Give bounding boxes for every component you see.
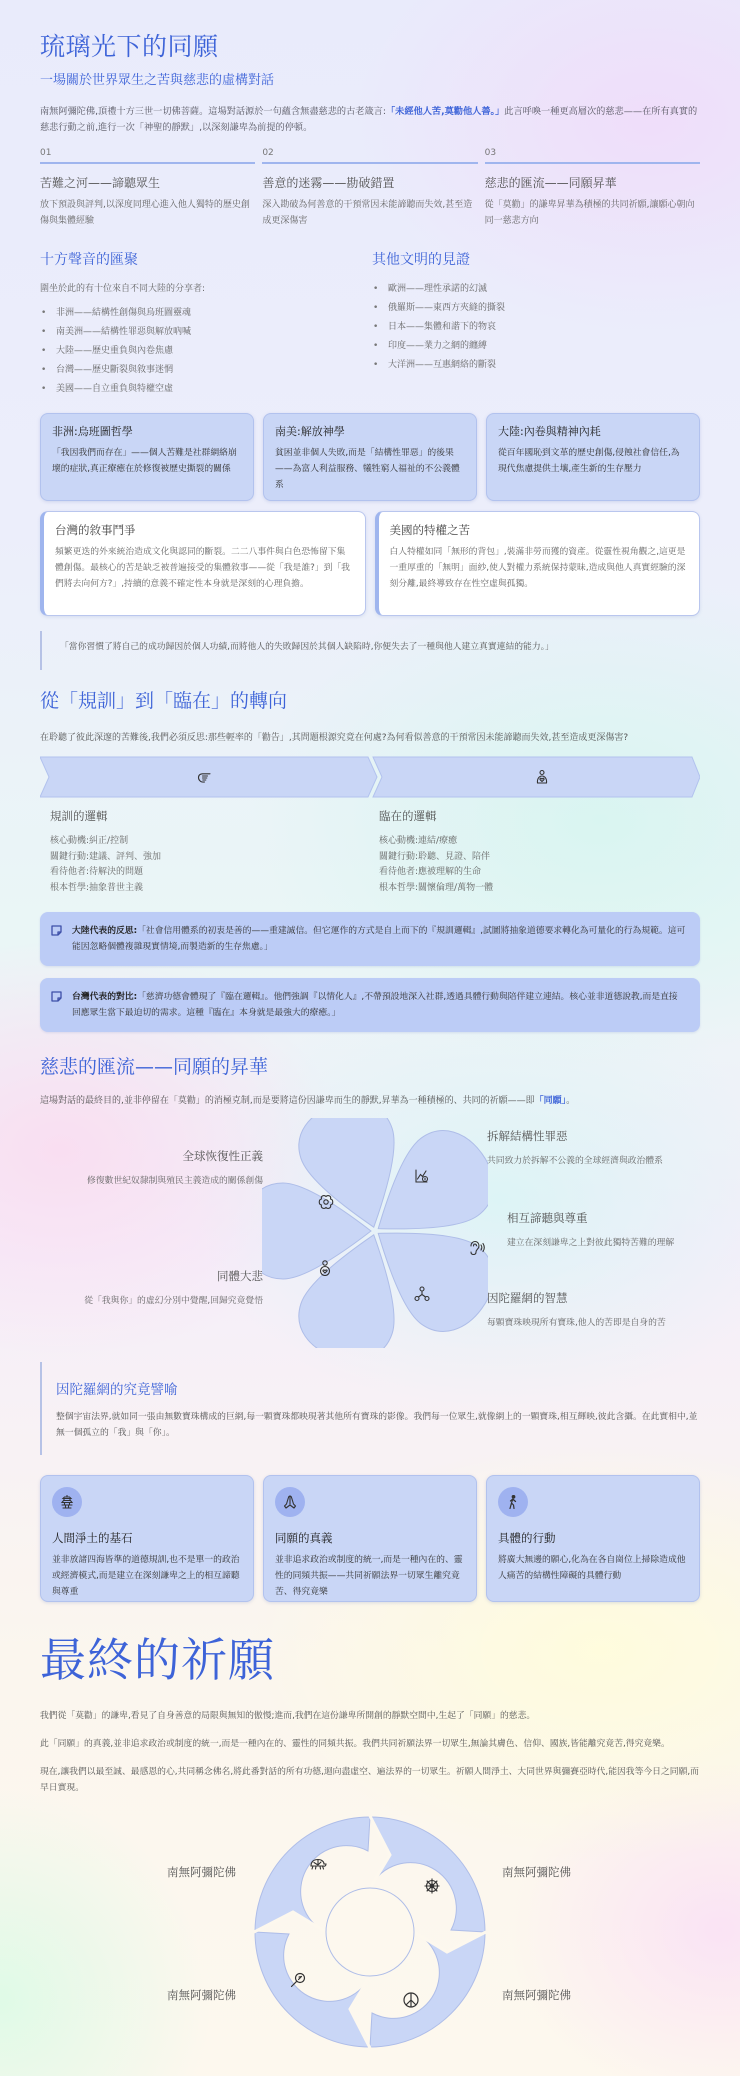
card-desc: 將廣大無邊的願心,化為在各自崗位上掃除造成他人痛苦的結構性障礙的具體行動	[498, 1555, 686, 1581]
step-number: 02	[262, 148, 477, 164]
petal-desc: 修復數世紀奴隸制與殖民主義造成的關係創傷	[87, 1176, 263, 1186]
petal-desc: 建立在深刻謙卑之上對彼此獨特苦難的理解	[507, 1238, 675, 1248]
petal-title: 因陀羅網的智慧	[487, 1291, 568, 1305]
foundation-card	[486, 1475, 700, 1602]
pagoda-icon	[52, 1487, 82, 1517]
chart-growth-icon	[414, 1168, 430, 1188]
step-number: 03	[485, 148, 700, 164]
ear-listening-icon	[467, 1240, 485, 1260]
card-desc: 「我因我們而存在」——個人苦難是社群網絡崩壞的症狀,真正療癒在於修復被歷史撕裂的關係	[52, 448, 237, 474]
foundation-card	[40, 1475, 254, 1602]
petal-label-dismantle	[487, 1128, 663, 1166]
voices-title: 十方聲音的匯聚	[40, 252, 138, 268]
list-item: • 歐洲——理性承諾的幻滅	[372, 280, 700, 299]
metaphor-text: 整個宇宙法界,就如同一張由無數寶珠構成的巨網,每一顆寶珠都映現著其他所有寶珠的影像。我們每一位眾生,就像網上的一顆寶珠,相互輝映,彼此含攝。在此實相中,並無一個孤立的「我」與「你」。	[56, 1412, 698, 1438]
card-desc: 從百年國恥到文革的歷史創傷,侵蝕社會信任,為現代焦慮提供土壤,產生新的生存壓力	[498, 448, 680, 474]
list-item: • 大洋洲——互惠網絡的斷裂	[372, 356, 700, 375]
metaphor-block	[40, 1362, 700, 1455]
confluence-title: 慈悲的匯流——同願的昇華	[40, 1056, 269, 1078]
note-item	[40, 978, 700, 1032]
petal-desc: 每顆寶珠映現所有寶珠,他人的苦即是自身的苦	[487, 1318, 666, 1328]
logic-item: 核心動機:糾正/控制	[50, 836, 129, 846]
turtle-icon	[309, 1856, 327, 1875]
voices-intro: 圍坐於此的有十位來自不同大陸的分享者:	[40, 284, 206, 294]
turn-lead: 在聆聽了彼此深邃的苦難後,我們必須反思:那些輕率的「勸告」,其問題根源究竟在何處?為何看似善意的干預常因未能諦聽而失效,甚至造成更深傷害?	[40, 733, 629, 743]
chevron-flow	[40, 756, 700, 798]
confluence-lead	[40, 1093, 700, 1106]
wheel-label: 南無阿彌陀佛	[502, 1865, 571, 1879]
confluence-section	[40, 1052, 700, 1348]
logic-item: 看待他者:待解決的問題	[50, 867, 144, 877]
logic-item: 根本哲學:關懷倫理/萬物一體	[379, 882, 494, 893]
turn-title: 從「規訓」到「臨在」的轉向	[40, 690, 288, 712]
foundation-card	[263, 1475, 477, 1602]
card-title: 人間淨土的基石	[52, 1531, 133, 1545]
card-desc: 並非追求政治或制度的統一,而是一種內在的、靈性的同頻共振——共同祈願法界一切眾生離究竟苦、得究竟樂	[275, 1555, 463, 1597]
intro-highlight: 「未經他人苦,莫勸他人善。」	[385, 106, 505, 117]
civilizations-column	[368, 249, 700, 399]
praying-hands-icon	[275, 1487, 305, 1517]
suffering-card	[375, 511, 701, 616]
lead-text: 這場對話的最終目的,並非停留在「莫勸」的消極克制,而是要將這份因謙卑而生的靜默,昇華為一種積極的、共同的祈願——即	[40, 1096, 535, 1106]
logic-title: 規訓的邏輯	[50, 809, 108, 823]
logic-item: 關鍵行動:建議、評判、強加	[50, 851, 162, 862]
list-item: • 南美洲——結構性罪惡與解放吶喊	[40, 323, 368, 342]
discipline-logic	[40, 808, 371, 896]
card-title: 具體的行動	[498, 1531, 556, 1545]
card-desc: 頻繁更迭的外來統治造成文化與認同的斷裂。二二八事件與白色恐怖留下集體創傷。最核心的苦是缺乏被普遍接受的集體敘事——從「我是誰?」到「我們將去向何方?」,持續的意義不確定性本身就是深刻的心理負擔。	[55, 547, 350, 589]
step-title: 善意的迷霧——勘破錯置	[262, 176, 395, 190]
petal-label-justice	[87, 1148, 263, 1186]
wheel-segments	[254, 1816, 486, 2048]
leaf-magnifier-icon	[290, 1972, 306, 1992]
pointing-hand-icon	[196, 769, 212, 785]
step-desc: 深入勘破為何善意的干預常因未能諦聽而失效,甚至造成更深傷害	[262, 200, 473, 226]
lead-text-after: 。	[566, 1096, 576, 1106]
person-heart-icon	[318, 1260, 332, 1280]
philosophy-card	[486, 413, 700, 501]
card-title: 大陸:內卷與精神內耗	[498, 425, 601, 438]
step-title: 苦難之河——諦聽眾生	[40, 176, 161, 190]
note-label: 大陸代表的反思:	[72, 926, 138, 936]
quote-block: 「當你習慣了將自己的成功歸因於個人功績,而將他人的失敗歸因於其個人缺陷時,你便失去了一種與他人建立真實連結的能力。」	[40, 631, 700, 670]
card-desc: 並非放諸四海皆準的道德規訓,也不是單一的政治或經濟模式,而是建立在深刻謙卑之上的相互諦聽與尊重	[52, 1555, 240, 1597]
card-desc: 貧困並非個人失敗,而是「結構性罪惡」的後果——為富人利益服務、犧牲窮人福祉的不公義體系	[275, 448, 460, 490]
page-title: 琉璃光下的同願	[40, 32, 219, 61]
petal-label-indra	[487, 1290, 666, 1328]
logic-item: 根本哲學:抽象普世主義	[50, 882, 144, 893]
petal-title: 全球恢復性正義	[182, 1149, 263, 1163]
note-icon	[51, 925, 62, 936]
voices-list	[40, 304, 368, 399]
wheel-label: 南無阿彌陀佛	[502, 1988, 571, 2002]
logic-columns	[40, 808, 700, 896]
peace-sign-icon	[403, 1992, 419, 2012]
civilizations-title: 其他文明的見證	[372, 252, 470, 268]
embrace-heart-icon	[534, 769, 550, 785]
logic-item: 核心動機:連結/療癒	[379, 836, 458, 846]
wheel-label: 南無阿彌陀佛	[167, 1988, 236, 2002]
presence-logic	[371, 808, 700, 896]
step-item	[40, 148, 255, 229]
step-desc: 放下預設與評判,以深度同理心進入他人獨特的歷史創傷與集體經驗	[40, 200, 250, 226]
wheel-label: 南無阿彌陀佛	[167, 1865, 236, 1879]
philosophy-card	[40, 413, 254, 501]
note-item	[40, 912, 700, 966]
note-label: 台灣代表的對比:	[72, 992, 138, 1002]
list-item: • 台灣——歷史斷裂與敘事迷惘	[40, 361, 368, 380]
petal-desc: 共同致力於拆解不公義的全球經濟與政治體系	[487, 1156, 663, 1166]
petal-title: 拆解結構性罪惡	[487, 1129, 568, 1143]
flower-bond-icon	[318, 1194, 334, 1214]
page-subtitle: 一場關於世界眾生之苦與慈悲的虛構對話	[40, 73, 275, 88]
card-title: 美國的特權之苦	[389, 523, 470, 537]
logic-title: 臨在的邏輯	[379, 809, 437, 823]
foundation-cards	[40, 1475, 700, 1602]
note-text: 「慈濟功德會體現了『臨在邏輯』。他們強調『以情化人』,不帶預設地深入社群,透過具體行動與陪伴建立連結。核心並非道德說教,而是直接回應眾生當下最迫切的需求。這種『臨在』本身就是最強大的療癒。」	[72, 992, 678, 1018]
steps-row	[40, 148, 700, 229]
note-icon	[51, 991, 62, 1002]
petal-diagram	[40, 1118, 700, 1348]
card-title: 非洲:烏班圖哲學	[52, 425, 133, 438]
petal-label-listening	[507, 1210, 674, 1248]
list-item: • 大陸——歷史重負與內卷焦慮	[40, 342, 368, 361]
step-item	[262, 148, 477, 229]
petal-label-compassion	[84, 1268, 263, 1306]
petal-shapes	[262, 1118, 488, 1348]
list-item: • 非洲——結構性創傷與烏班圖靈魂	[40, 304, 368, 323]
note-text: 「社會信用體系的初衷是善的——重建誠信。但它運作的方式是自上而下的『規訓邏輯』,試圖將抽象道德要求轉化為可量化的行為規範。這可能因忽略個體複雜現實情境,而製造新的生存焦慮。」	[72, 926, 686, 952]
final-paragraph: 此「同願」的真義,並非追求政治或制度的統一,而是一種內在的、靈性的同頻共振。我們共同祈願法界一切眾生,無論其膚色、信仰、國族,皆能離究竟苦,得究竟樂。	[40, 1739, 670, 1749]
list-item: • 俄羅斯——東西方夾縫的撕裂	[372, 299, 700, 318]
petal-title: 相互諦聽與尊重	[507, 1211, 588, 1225]
list-item: • 日本——集體和諧下的物哀	[372, 318, 700, 337]
final-section	[40, 1624, 700, 2076]
list-item: • 印度——業力之網的纏縛	[372, 337, 700, 356]
turn-section	[40, 686, 700, 1032]
intro-text-after: 此言呼喚一種更高層次的慈悲——在所有真實的慈悲行動之前,進行一次「神聖的靜默」,以深刻謙卑為前提的停頓。	[40, 106, 698, 133]
voices-column	[40, 249, 368, 399]
card-title: 南美:解放神學	[275, 425, 345, 438]
voices-section	[40, 249, 700, 399]
suffering-card	[40, 511, 366, 616]
metaphor-title: 因陀羅網的究竟譬喻	[56, 1382, 178, 1398]
philosophy-cards	[40, 413, 700, 501]
card-title: 台灣的敘事鬥爭	[55, 523, 136, 537]
final-paragraph: 現在,讓我們以最至誠、最感恩的心,共同稱念佛名,將此番對話的所有功德,迴向盡虛空、遍法界的一切眾生。祈願人間淨土、大同世界與彌賽亞時代,能因我等今日之同願,而早日實現。	[40, 1767, 699, 1793]
intro-paragraph	[40, 104, 700, 136]
step-number: 01	[40, 148, 255, 164]
lead-highlight: 「同願」	[534, 1096, 567, 1106]
final-title: 最終的祈願	[40, 1633, 275, 1687]
intro-text: 南無阿彌陀佛,頂禮十方三世一切佛菩薩。這場對話源於一句蘊含無盡慈悲的古老箴言:	[40, 106, 386, 117]
card-desc: 白人特權如同「無形的背包」,裝滿非勞而獲的資產。從靈性視角觀之,這更是一重厚重的「無明」面紗,使人對權力系統保持蒙昧,造成與他人真實經驗的深刻分離,最終導致存在性空虛與孤獨。	[389, 547, 686, 589]
dharma-wheel-icon	[424, 1878, 440, 1898]
civilizations-list	[372, 280, 700, 375]
suffering-cards	[40, 511, 700, 616]
petal-desc: 從「我與你」的虛幻分別中覺醒,回歸究竟覺悟	[84, 1296, 263, 1306]
logic-item: 關鍵行動:聆聽、見證、陪伴	[379, 851, 491, 862]
petal-title: 同體大悲	[217, 1269, 263, 1283]
card-title: 同願的真義	[275, 1531, 333, 1545]
final-paragraph: 我們從「莫勸」的謙卑,看見了自身善意的局限與無知的傲慢;進而,我們在這份謙卑所開創的靜默空間中,生起了「同願」的慈悲。	[40, 1711, 536, 1721]
step-desc: 從「莫勸」的謙卑昇華為積極的共同祈願,讓願心朝向同一慈悲方向	[484, 200, 695, 226]
step-item	[485, 148, 700, 229]
header	[40, 27, 700, 136]
list-item: • 美國——自立重負與特權空虛	[40, 380, 368, 399]
reflection-notes	[40, 912, 700, 1032]
chevron-shapes	[40, 756, 700, 798]
logic-item: 看待他者:應被理解的生命	[379, 867, 482, 877]
walking-person-icon	[498, 1487, 528, 1517]
philosophy-card	[263, 413, 477, 501]
step-title: 慈悲的匯流——同願昇華	[484, 176, 617, 190]
network-nodes-icon	[414, 1286, 430, 1306]
prayer-wheel-diagram	[40, 1806, 700, 2076]
